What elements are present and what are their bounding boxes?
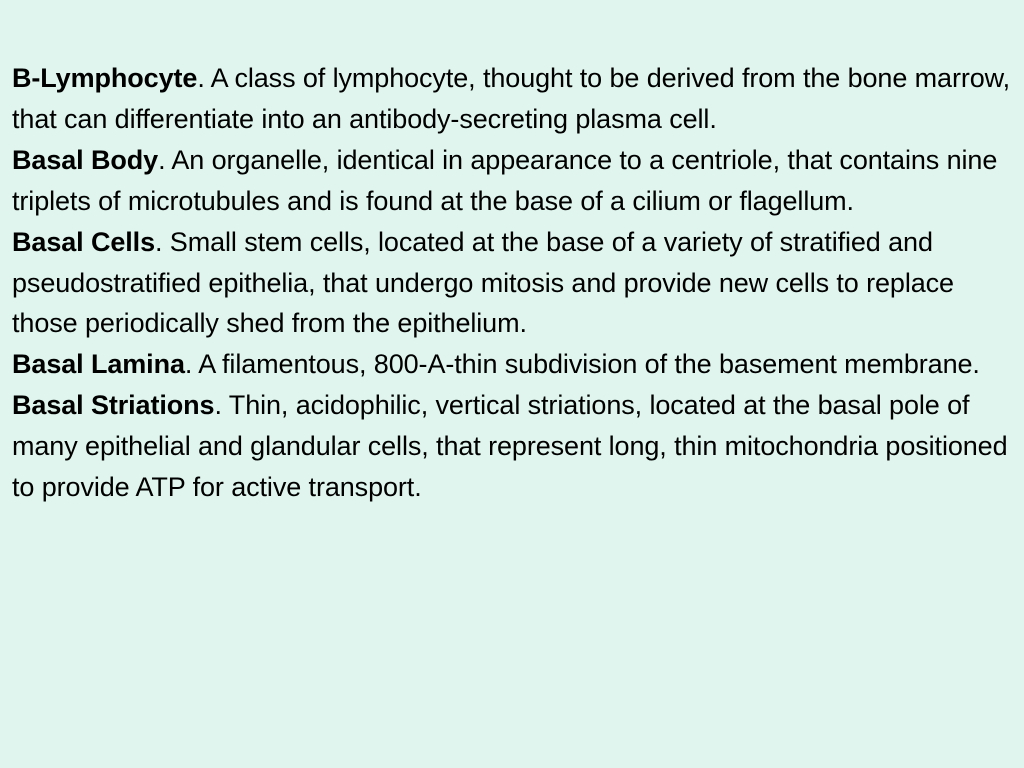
glossary-definition: . Thin, acidophilic, vertical striations, located at the basal pole of many epithelial and glandular cells, that represent long, thin mitochondria positioned to provide ATP for active transport. [12, 390, 1008, 503]
glossary-term: Basal Striations [12, 390, 215, 421]
glossary-entry-b-lymphocyte [12, 58, 1010, 140]
glossary-definition: . A filamentous, 800-A-thin subdivision of the basement membrane. [184, 349, 980, 380]
glossary-term: Basal Body [12, 144, 159, 175]
glossary-entry-basal-lamina [12, 344, 1010, 385]
glossary-definition: . Small stem cells, located at the base of a variety of stratified and pseudostratified epithelia, that undergo mitosis and provide new cells to replace those periodically shed from the epithelium. [12, 226, 954, 339]
glossary-definition: . A class of lymphocyte, thought to be derived from the bone marrow, that can differentiate into an antibody-secreting plasma cell. [12, 63, 1010, 134]
glossary-entry-basal-cells [12, 222, 1010, 345]
glossary-list [12, 58, 1010, 508]
glossary-definition: . An organelle, identical in appearance to a centriole, that contains nine triplets of microtubules and is found at the base of a cilium or flagellum. [12, 144, 998, 216]
glossary-entry-basal-body [12, 140, 1010, 222]
glossary-term: B-Lymphocyte [12, 63, 198, 93]
glossary-term: Basal Lamina [12, 349, 185, 380]
glossary-term: Basal Cells [12, 226, 155, 257]
glossary-entry-basal-striations [12, 385, 1010, 508]
